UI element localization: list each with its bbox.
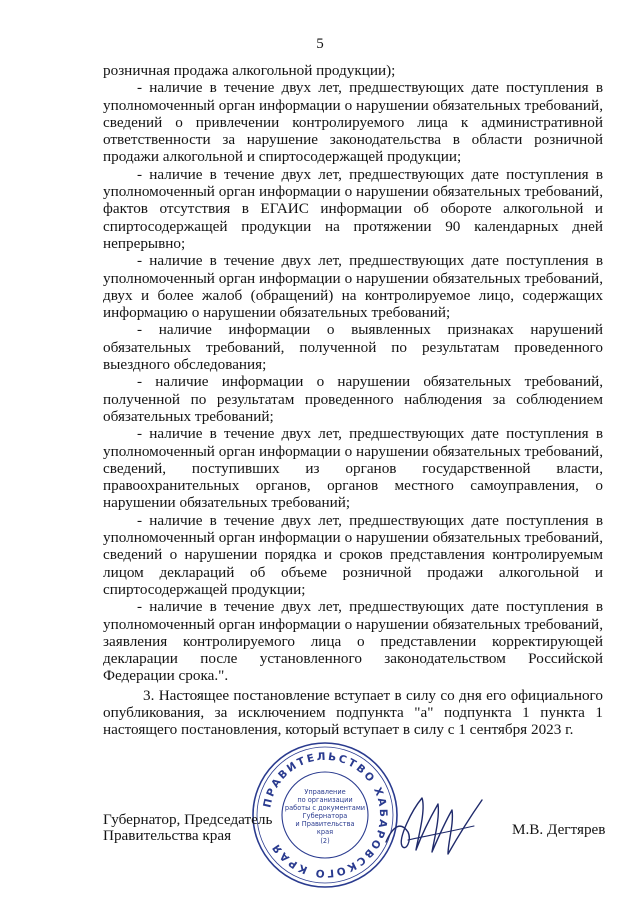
signature-position — [103, 812, 272, 844]
seal-line: работы с документами — [284, 804, 366, 812]
signer-name: М.В. Дегтярев — [512, 821, 606, 838]
seal-line: и Правительства — [295, 820, 355, 828]
seal-line: Управление — [304, 788, 346, 796]
document-body — [103, 62, 603, 739]
paragraph-continuation: розничная продажа алкогольной продукции); — [103, 62, 396, 79]
handwritten-signature — [378, 780, 488, 880]
position-line: Губернатор, Председатель — [103, 811, 273, 828]
list-item: - наличие информации о нарушении обязательных требований, полученной по результатам проведенного наблюдения за соблюдением обязательных требований; — [103, 373, 603, 425]
list-item: - наличие в течение двух лет, предшествующих дате поступления в уполномоченный орган информации о нарушении обязательных требований, фактов отсутствия в ЕГАИС информации об обороте алкогольной и спиртосодержащей продукции на протяжении 90 календарных дней непрерывно; — [103, 165, 603, 252]
list-item: - наличие в течение двух лет, предшествующих дате поступления в уполномоченный орган информации о нарушении обязательных требований, сведений о нарушении порядка и сроков представления контролируемым лицом деклараций об объеме розничной продажи алкогольной и спиртосодержащей продукции; — [103, 511, 603, 598]
position-line: Правительства края — [103, 827, 232, 844]
list-item: - наличие в течение двух лет, предшествующих дате поступления в уполномоченный орган информации о нарушении обязательных требований, двух и более жалоб (обращений) на контролируемое лицо, содержащих информацию о нарушении обязательных требований; — [103, 252, 603, 322]
page-number: 5 — [316, 36, 324, 52]
list-item: - наличие в течение двух лет, предшествующих дате поступления в уполномоченный орган информации о нарушении обязательных требований, сведений, поступивших из органов государственной власти, правоохранительных органов, органов местного самоуправления, о нарушении обязательных требований; — [103, 425, 603, 512]
seal-line: края — [316, 828, 334, 836]
list-item: - наличие информации о выявленных признаках нарушений обязательных требований, полученной по результатам проведенного выездного обследования; — [103, 321, 603, 374]
final-clause: 3. Настоящее постановление вступает в силу со дня его официального опубликования, за исключением подпункта "а" подпункта 1 пункта 1 настоящего постановления, который вступает в силу с 1 сентября 2023 г. — [103, 686, 603, 739]
seal-line: Губернатора — [302, 812, 348, 820]
seal-line: по организации — [297, 796, 353, 804]
list-item: - наличие в течение двух лет, предшествующих дате поступления в уполномоченный орган информации о нарушении обязательных требований, сведений о привлечении контролируемого лица к административной ответственности за нарушение законодательства в области розничной продажи алкогольной и спиртосодержащей продукции; — [103, 79, 603, 166]
seal-ring-text: ПРАВИТЕЛЬСТВО ХАБАРОВСКОГО КРАЯ — [261, 750, 390, 880]
list-item: - наличие в течение двух лет, предшествующих дате поступления в уполномоченный орган информации о нарушении обязательных требований, заявления контролируемого лица о представлении корректирующей декларации после установленного законодательством Российской Федерации срока.". — [103, 598, 603, 685]
seal-line: (2) — [320, 837, 330, 845]
